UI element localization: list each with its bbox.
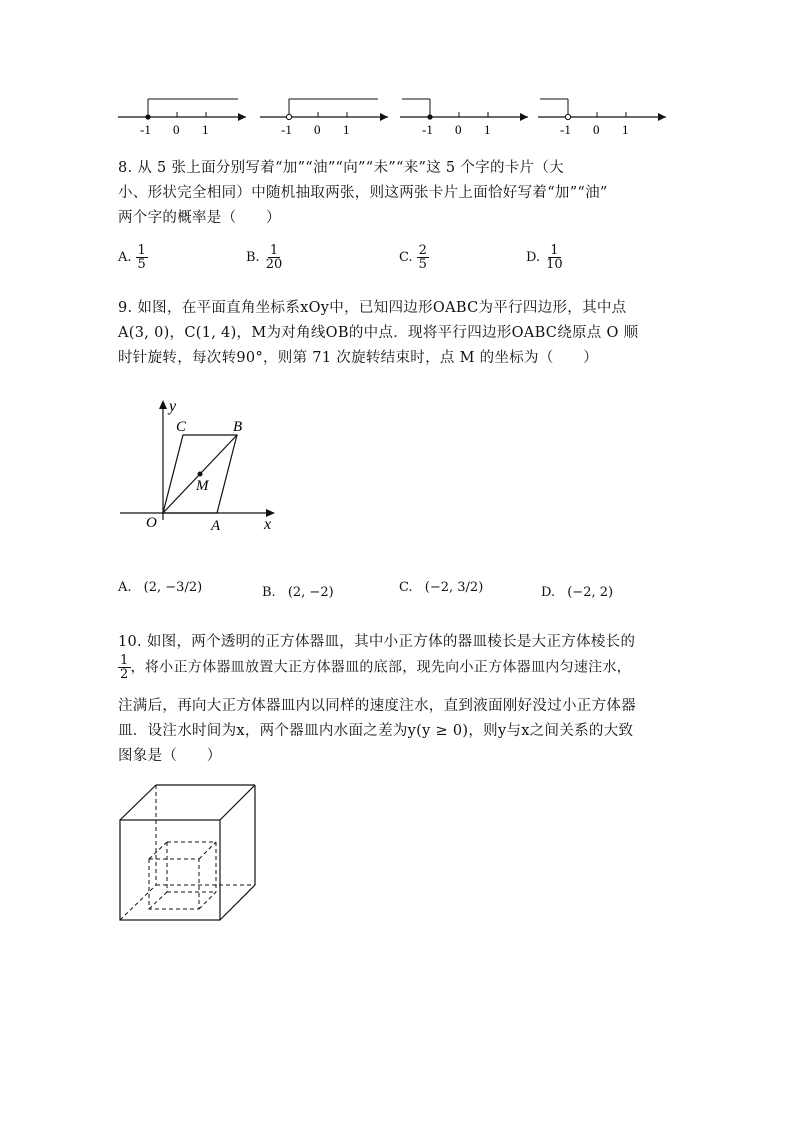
q8-text-line3: 两个字的概率是（ ） — [118, 210, 281, 226]
q8-text-line1: 8. 从 5 张上面分别写着“加”“油”“向”“未”“来”这 5 个字的卡片（大 — [118, 160, 564, 176]
q9-text-line1: 9. 如图，在平面直角坐标系xOy中，已知四边形OABC为平行四边形，其中点 — [118, 300, 627, 316]
tick-label: 0 — [173, 122, 180, 137]
q10-text-line4: 皿．设注水时间为x，两个器皿内水面之差为y(y ≥ 0)，则y与x之间关系的大致 — [118, 723, 634, 739]
option-letter: C. — [399, 580, 413, 595]
fraction-denominator: 5 — [137, 257, 146, 272]
q10-text-line1: 10. 如图，两个透明的正方体器皿，其中小正方体的器皿棱长是大正方体棱长的 — [118, 634, 636, 650]
q8-option-b[interactable] — [246, 244, 284, 271]
q10-text-line3: 注满后，再向大正方体器皿内以同样的速度注水，直到液面刚好没过小正方体器 — [118, 698, 636, 714]
tick-label: 1 — [202, 122, 209, 137]
fraction-denominator: 10 — [546, 257, 563, 272]
q9-text-line3: 时针旋转，每次转90°，则第 71 次旋转结束时，点 M 的坐标为（ ） — [118, 350, 599, 366]
option-value: (2, −3/2) — [143, 580, 203, 595]
fraction-numerator: 1 — [550, 243, 559, 258]
fraction-denominator: 2 — [120, 667, 129, 682]
q10-text-line2-rest: ，将小正方体器皿放置大正方体器皿的底部，现先向小正方体器皿内匀速注水， — [130, 659, 632, 676]
q9-option-c[interactable] — [399, 580, 483, 595]
number-line-b — [260, 99, 388, 137]
q8-option-d[interactable] — [526, 244, 565, 271]
option-value: (−2, 2) — [567, 585, 614, 600]
q9-option-d[interactable] — [541, 585, 613, 600]
point-o-label: O — [146, 515, 157, 531]
option-letter: D. — [541, 585, 556, 600]
number-line-d — [538, 99, 666, 137]
tick-label: 1 — [343, 122, 350, 137]
option-letter: D. — [526, 250, 541, 265]
tick-label: 0 — [455, 122, 462, 137]
fraction-numerator: 2 — [418, 243, 427, 258]
fraction-numerator: 1 — [120, 653, 129, 668]
fraction-numerator: 1 — [269, 243, 279, 258]
q10-text-line2 — [118, 654, 631, 681]
parallelogram-figure — [112, 392, 292, 542]
tick-label: 1 — [484, 122, 491, 137]
tick-label: 0 — [314, 122, 321, 137]
tick-label: 1 — [622, 122, 629, 137]
q9-option-b[interactable] — [262, 585, 334, 600]
point-b-label: B — [233, 419, 243, 435]
nested-cubes-figure — [112, 782, 276, 927]
y-axis-label: y — [169, 398, 177, 415]
tick-label: -1 — [560, 122, 571, 137]
q10-text-line5: 图象是（ ） — [118, 748, 222, 764]
option-value: (2, −2) — [287, 585, 334, 600]
q9-text-line2: A(3, 0)，C(1, 4)，M为对角线OB的中点．现将平行四边形OABC绕原点 O 顺 — [118, 325, 639, 341]
option-letter: A. — [118, 580, 132, 595]
tick-label: 0 — [593, 122, 600, 137]
fraction-denominator: 5 — [418, 257, 427, 272]
tick-label: -1 — [140, 122, 151, 137]
option-letter: B. — [262, 585, 276, 600]
option-letter: B. — [246, 250, 260, 265]
option-letter: C. — [399, 250, 413, 265]
point-c-label: C — [176, 419, 187, 435]
q8-option-a[interactable] — [118, 244, 148, 271]
point-a-label: A — [211, 518, 221, 534]
fraction-numerator: 1 — [137, 243, 146, 258]
tick-label: -1 — [422, 122, 433, 137]
point-m-label: M — [196, 478, 209, 494]
number-lines-figure — [110, 90, 680, 140]
q8-option-c[interactable] — [399, 244, 429, 271]
q8-text-line2: 小、形状完全相同）中随机抽取两张，则这两张卡片上面恰好写着“加”“油” — [118, 185, 608, 201]
number-line-a — [118, 99, 246, 137]
option-letter: A. — [118, 250, 132, 265]
tick-label: -1 — [281, 122, 292, 137]
fraction-denominator: 20 — [265, 257, 283, 272]
q9-option-a[interactable] — [118, 580, 202, 595]
x-axis-label: x — [264, 516, 272, 533]
option-value: (−2, 3/2) — [424, 580, 484, 595]
number-line-c — [400, 99, 528, 137]
